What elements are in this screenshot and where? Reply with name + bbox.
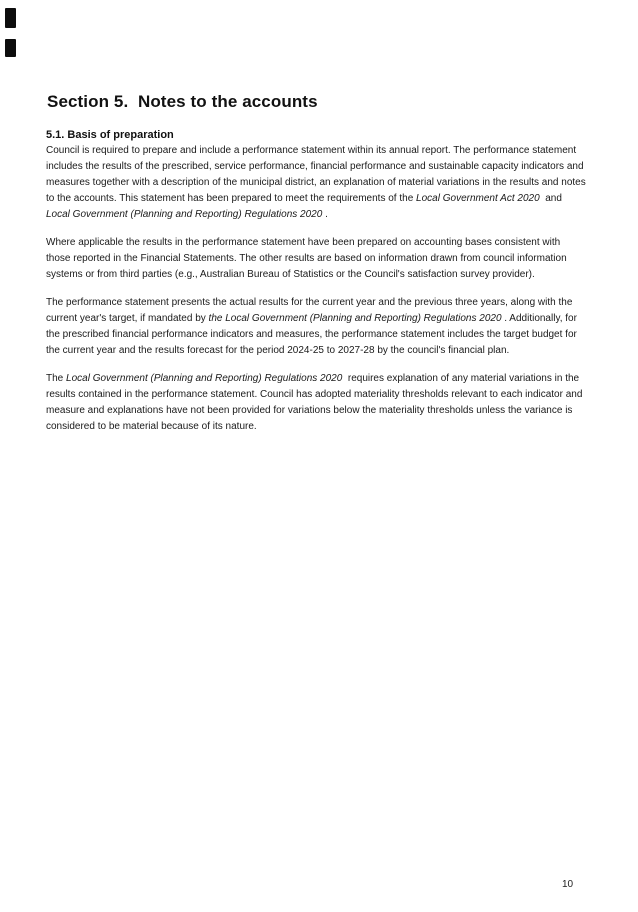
text-run: . — [322, 209, 328, 220]
section-heading: Section 5. Notes to the accounts — [47, 92, 318, 111]
italic-run: the Local Government (Planning and Reporting) Regulations 2020 — [208, 313, 502, 324]
italic-run: Local Government (Planning and Reporting) Regulations 2020 — [46, 209, 323, 220]
italic-run: Local Government (Planning and Reporting) Regulations 2020 — [66, 373, 343, 384]
paragraph — [46, 295, 586, 359]
page-content — [46, 0, 586, 447]
text-run: . Additionally, for the prescribed financial performance indicators and measures, the performance statement includes the target budget for the current year and the results forecast for the period 2024-25 to 2027-28 by the council's financial plan. — [46, 313, 577, 356]
corner-redaction-mark-top — [5, 8, 16, 28]
text-run: Where applicable the results in the performance statement have been prepared on accounting bases consistent with those reported in the Financial Statements. The other results are based on information drawn from council information systems or from third parties (e.g., Australian Bureau of Statistics or the Council's satisfaction survey provider). — [46, 237, 567, 280]
text-run: requires explanation of any material variations in the results contained in the performance statement. Council has adopted materiality thresholds relevant to each indicator and measure and explanations have not been provided for variations below the materiality thresholds unless the variance is considered to be material because of its nature. — [46, 373, 583, 432]
page-number: 10 — [562, 879, 574, 890]
text-run: The performance statement presents the actual results for the current year and the previous three years, along with the current year's target, if mandated by — [46, 297, 573, 324]
subsection-heading: 5.1. Basis of preparation — [46, 129, 174, 141]
text-run: Council is required to prepare and include a performance statement within its annual report. The performance statement includes the results of the prescribed, service performance, financial performance and sustainable capacity indicators and measures together with a description of the municipal district, an explanation of material variations in the results and notes to the accounts. This statement has been prepared to meet the requirements of the — [46, 145, 586, 204]
paragraph — [46, 371, 586, 435]
corner-redaction-mark-bottom — [5, 39, 16, 57]
text-run: and — [539, 193, 562, 204]
paragraph — [46, 235, 586, 283]
paragraph — [46, 143, 586, 223]
italic-run: Local Government Act 2020 — [416, 193, 540, 204]
paragraph-list — [46, 143, 586, 435]
text-run: The — [46, 373, 67, 384]
